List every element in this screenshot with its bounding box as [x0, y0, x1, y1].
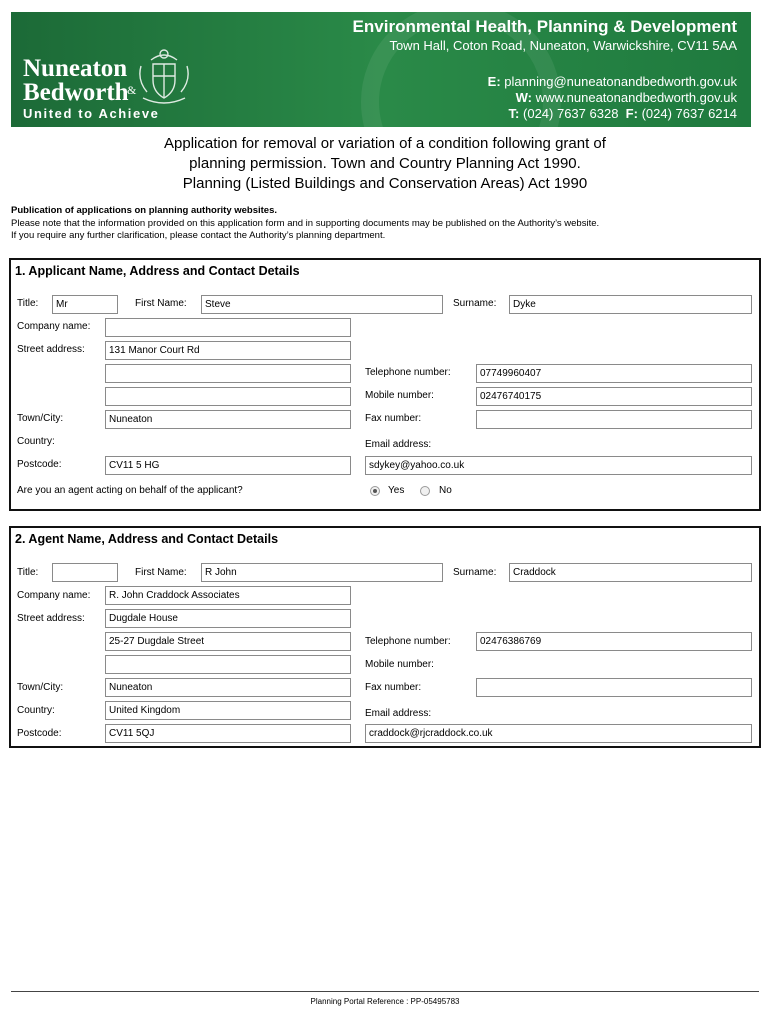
email-label: E:: [487, 74, 501, 89]
contact-website[interactable]: www.nuneatonandbedworth.gov.uk: [535, 90, 737, 105]
contact-fax: (024) 7637 6214: [641, 106, 737, 121]
web-label: W:: [515, 90, 532, 105]
applicant-postcode-label: Postcode:: [17, 459, 62, 470]
agent-town-field[interactable]: Nuneaton: [105, 678, 351, 697]
applicant-mobile-field[interactable]: 02476740175: [476, 387, 752, 406]
applicant-fax-field[interactable]: [476, 410, 752, 429]
applicant-surname-field[interactable]: Dyke: [509, 295, 752, 314]
agent-surname-field[interactable]: Craddock: [509, 563, 752, 582]
agent-no-label: No: [439, 485, 452, 496]
fax-label: F:: [625, 106, 638, 121]
agent-postcode-label: Postcode:: [17, 728, 62, 739]
agent-surname-label: Surname:: [453, 567, 497, 578]
form-title-line-2: planning permission. Town and Country Planning Act 1990.: [189, 155, 581, 172]
agent-street-label: Street address:: [17, 613, 85, 624]
publication-heading: Publication of applications on planning authority websites.: [11, 205, 278, 216]
applicant-surname-label: Surname:: [453, 298, 497, 309]
agent-street-field-1[interactable]: Dugdale House: [105, 609, 351, 628]
agent-street-field-2[interactable]: 25-27 Dugdale Street: [105, 632, 351, 651]
agent-telephone-field[interactable]: 02476386769: [476, 632, 752, 651]
tel-label: T:: [508, 106, 520, 121]
applicant-section-heading: 1. Applicant Name, Address and Contact Details: [15, 264, 300, 278]
council-banner: [11, 12, 751, 127]
publication-text-1: Please note that the information provided on this application form and in supporting documents may be published on the Authority’s website.: [11, 217, 600, 229]
applicant-fax-label: Fax number:: [365, 413, 422, 424]
publication-notice: [11, 205, 599, 243]
agent-company-field[interactable]: R. John Craddock Associates: [105, 586, 351, 605]
agent-telephone-label: Telephone number:: [365, 636, 451, 647]
agent-title-label: Title:: [17, 567, 39, 578]
applicant-telephone-field[interactable]: 07749960407: [476, 364, 752, 383]
publication-text-2: If you require any further clarification, please contact the Authority’s planning department.: [11, 230, 386, 241]
agent-fax-field[interactable]: [476, 678, 752, 697]
applicant-country-label: Country:: [17, 436, 55, 447]
form-title-line-1: Application for removal or variation of a condition following grant of: [164, 135, 606, 152]
applicant-email-field[interactable]: sdykey@yahoo.co.uk: [365, 456, 752, 475]
footer-divider: [11, 991, 759, 992]
agent-yes-label: Yes: [388, 485, 405, 496]
agent-postcode-field[interactable]: CV11 5QJ: [105, 724, 351, 743]
contact-email[interactable]: planning@nuneatonandbedworth.gov.uk: [504, 74, 737, 89]
department-address: Town Hall, Coton Road, Nuneaton, Warwickshire, CV11 5AA: [389, 38, 737, 53]
agent-section: [9, 526, 761, 748]
logo-nuneaton: Nuneaton: [23, 55, 128, 82]
agent-section-heading: 2. Agent Name, Address and Contact Details: [15, 532, 279, 546]
applicant-street-label: Street address:: [17, 344, 85, 355]
coat-of-arms-icon: [131, 46, 197, 108]
agent-street-field-3[interactable]: [105, 655, 351, 674]
agent-no-radio[interactable]: [420, 486, 430, 496]
applicant-company-label: Company name:: [17, 321, 91, 332]
applicant-town-field[interactable]: Nuneaton: [105, 410, 351, 429]
applicant-telephone-label: Telephone number:: [365, 367, 451, 378]
agent-email-field[interactable]: craddock@rjcraddock.co.uk: [365, 724, 752, 743]
department-name: Environmental Health, Planning & Development: [352, 17, 737, 36]
contact-web-line: [516, 90, 737, 105]
applicant-town-label: Town/City:: [17, 413, 64, 424]
applicant-postcode-field[interactable]: CV11 5 HG: [105, 456, 351, 475]
agent-company-label: Company name:: [17, 590, 91, 601]
agent-mobile-label: Mobile number:: [365, 659, 434, 670]
applicant-title-field[interactable]: Mr: [52, 295, 118, 314]
agent-yes-radio[interactable]: [370, 486, 380, 496]
agent-fax-label: Fax number:: [365, 682, 422, 693]
applicant-street-field-2[interactable]: [105, 364, 351, 383]
agent-first-name-label: First Name:: [135, 567, 187, 578]
agent-title-field[interactable]: [52, 563, 118, 582]
logo-bedworth: Bedworth: [23, 79, 129, 106]
applicant-street-field-3[interactable]: [105, 387, 351, 406]
contact-telephone: (024) 7637 6328: [523, 106, 619, 121]
form-title-line-3: Planning (Listed Buildings and Conservation Areas) Act 1990: [182, 175, 588, 192]
applicant-email-label: Email address:: [365, 439, 432, 450]
contact-email-line: [488, 74, 737, 89]
logo-ampersand: &: [127, 83, 137, 97]
applicant-first-name-field[interactable]: Steve: [201, 295, 443, 314]
contact-phone-line: [509, 106, 737, 121]
agent-country-field[interactable]: United Kingdom: [105, 701, 351, 720]
portal-reference: Planning Portal Reference : PP-05495783: [310, 997, 460, 1006]
applicant-first-name-label: First Name:: [135, 298, 187, 309]
applicant-title-label: Title:: [17, 298, 39, 309]
applicant-mobile-label: Mobile number:: [365, 390, 434, 401]
applicant-company-field[interactable]: [105, 318, 351, 337]
form-title: [100, 134, 670, 194]
applicant-street-field-1[interactable]: 131 Manor Court Rd: [105, 341, 351, 360]
agent-country-label: Country:: [17, 705, 55, 716]
council-motto: United to Achieve: [23, 106, 160, 121]
applicant-section: [9, 258, 761, 511]
agent-question-label: Are you an agent acting on behalf of the applicant?: [17, 485, 243, 496]
agent-first-name-field[interactable]: R John: [201, 563, 443, 582]
agent-town-label: Town/City:: [17, 682, 64, 693]
agent-email-label: Email address:: [365, 708, 432, 719]
